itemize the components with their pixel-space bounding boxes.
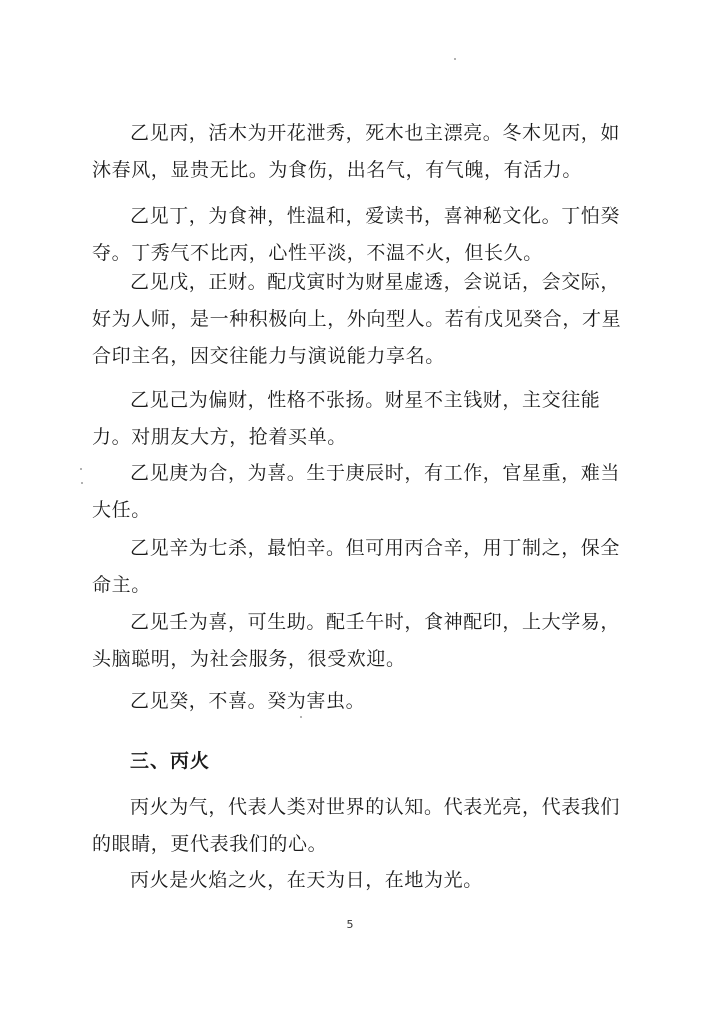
- scan-speck: [81, 482, 83, 484]
- paragraph-yi-gui: 乙见癸，不喜。癸为害虫。: [130, 690, 366, 712]
- paragraph-bing-huo-qi: 丙火为气，代表人类对世界的认知。代表光亮，代表我们的眼睛，更代表我们的心。: [92, 796, 621, 855]
- paragraph-yi-ji: 乙见己为偏财，性格不张扬。财星不主钱财，主交往能力。对朋友大方，抢着买单。: [92, 389, 601, 448]
- section-heading: 三、丙火: [130, 750, 211, 772]
- scan-speck: [454, 58, 456, 60]
- scan-speck: [478, 306, 480, 308]
- paragraph-yi-xin: 乙见辛为七杀，最怕辛。但可用丙合辛，用丁制之，保全命主。: [92, 537, 621, 596]
- paragraph-yi-ding: 乙见丁，为食神，性温和，爱读书，喜神秘文化。丁怕癸夺。丁秀气不比丙，心性平淡，不温不火，但长久。: [92, 205, 621, 264]
- scan-speck: [300, 716, 302, 718]
- scan-speck: [80, 468, 82, 470]
- paragraph-yi-bing: 乙见丙，活木为开花泄秀，死木也主漂亮。冬木见丙，如沐春风，显贵无比。为食伤，出名气，有气魄，有活力。: [92, 122, 621, 181]
- paragraph-yi-geng: 乙见庚为合，为喜。生于庚辰时，有工作，官星重，难当大任。: [92, 462, 621, 521]
- paragraph-bing-huo-yan: 丙火是火焰之火，在天为日，在地为光。: [130, 869, 483, 891]
- page-number: 5: [346, 918, 354, 931]
- paragraph-yi-ren: 乙见壬为喜，可生助。配壬午时，食神配印，上大学易，头脑聪明，为社会服务，很受欢迎。: [92, 611, 621, 670]
- paragraph-yi-wu: 乙见戊，正财。配戊寅时为财星虚透，会说话，会交际，好为人师，是一种积极向上，外向型人。若有戊见癸合，才星合印主名，因交往能力与演说能力享名。: [92, 271, 622, 367]
